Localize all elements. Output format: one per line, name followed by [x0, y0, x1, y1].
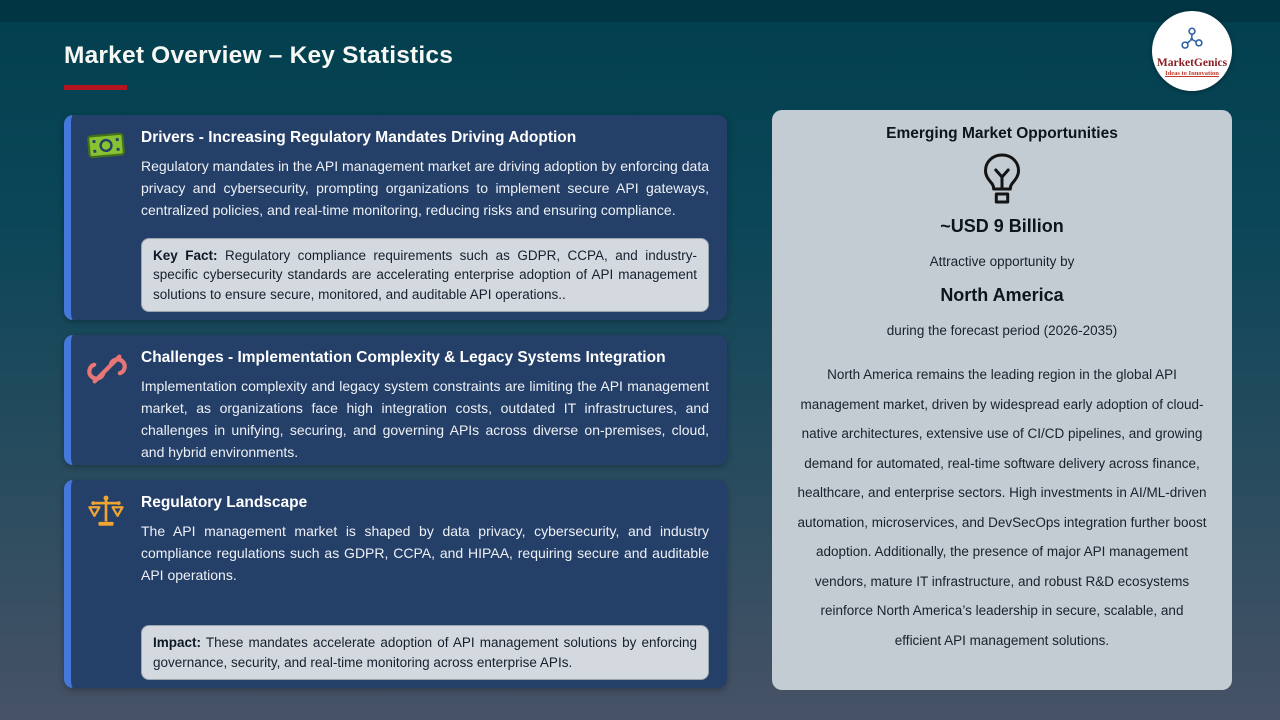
opportunity-subtitle: Attractive opportunity by [929, 254, 1075, 269]
key-statistics-cards [64, 115, 727, 688]
opportunities-heading: Emerging Market Opportunities [886, 125, 1118, 142]
impact-label: Impact: [153, 635, 202, 650]
regulatory-card-body: The API management market is shaped by data privacy, cybersecurity, and industry compliance regulations such as GDPR, CCPA, and HIPAA, requiring secure and auditable API operations. [141, 523, 709, 583]
logo-name: MarketGenics [1156, 56, 1228, 69]
top-strip [0, 0, 1280, 22]
challenges-card-body: Implementation complexity and legacy system constraints are limiting the API management market, as organizations face high integration costs, outdated IT infrastructures, and challenges in unifying, securing, and governing APIs across diverse on-premises, cloud, and hybrid environments. [141, 378, 709, 460]
opportunity-description: North America remains the leading region in the global API management market, driven by widespread early adoption of cloud-native architectures, extensive use of CI/CD pipelines, and growing demand for automated, real-time software delivery across finance, healthcare, and enterprise sectors. High investments in AI/ML-driven automation, microservices, and DevSecOps integration further boost adoption. Additionally, the presence of major API management vendors, mature IT infrastructure, and robust R&D ecosystems reinforce North America’s leadership in secure, scalable, and efficient API management solutions. [797, 367, 1207, 648]
emerging-opportunities-panel [772, 110, 1232, 690]
logo-tagline: Ideas to Innovation [1165, 69, 1219, 77]
challenges-card [64, 335, 727, 465]
opportunity-region: North America [940, 285, 1064, 305]
balance-scale-icon [87, 495, 125, 680]
drivers-card [64, 115, 727, 320]
challenges-card-title: Challenges - Implementation Complexity & Legacy Systems Integration [141, 349, 666, 366]
key-fact-text: Regulatory compliance requirements such as GDPR, CCPA, and industry-specific cybersecurity standards are accelerating enterprise adoption of API management solutions to ensure secure, monitored, and auditable API operations.. [153, 247, 697, 302]
drivers-card-title: Drivers - Increasing Regulatory Mandates Driving Adoption [141, 129, 577, 146]
marketgenics-logo [1152, 11, 1232, 91]
opportunity-period: during the forecast period (2026-2035) [886, 323, 1118, 338]
impact-text: These mandates accelerate adoption of API management solutions by enforcing governance, security, and real-time monitoring across enterprise APIs. [153, 635, 697, 670]
page-title: Market Overview – Key Statistics [64, 42, 454, 69]
molecule-network-icon [1179, 26, 1205, 57]
regulatory-card-title: Regulatory Landscape [141, 494, 308, 511]
lightbulb-icon [979, 152, 1025, 213]
key-fact-label: Key Fact: [153, 247, 218, 263]
regulatory-card [64, 480, 727, 688]
drivers-card-body: Regulatory mandates in the API management market are driving adoption by enforcing data privacy and cybersecurity, prompting organizations to implement secure API gateways, centralized policies, and real-time monitoring, reducing risks and ensuring compliance. [141, 158, 709, 218]
impact-callout [141, 625, 709, 680]
key-fact-callout [141, 238, 709, 313]
broken-link-icon [87, 350, 125, 463]
money-banknote-icon [87, 130, 125, 312]
title-underline [64, 85, 127, 90]
opportunity-value: ~USD 9 Billion [940, 216, 1064, 236]
